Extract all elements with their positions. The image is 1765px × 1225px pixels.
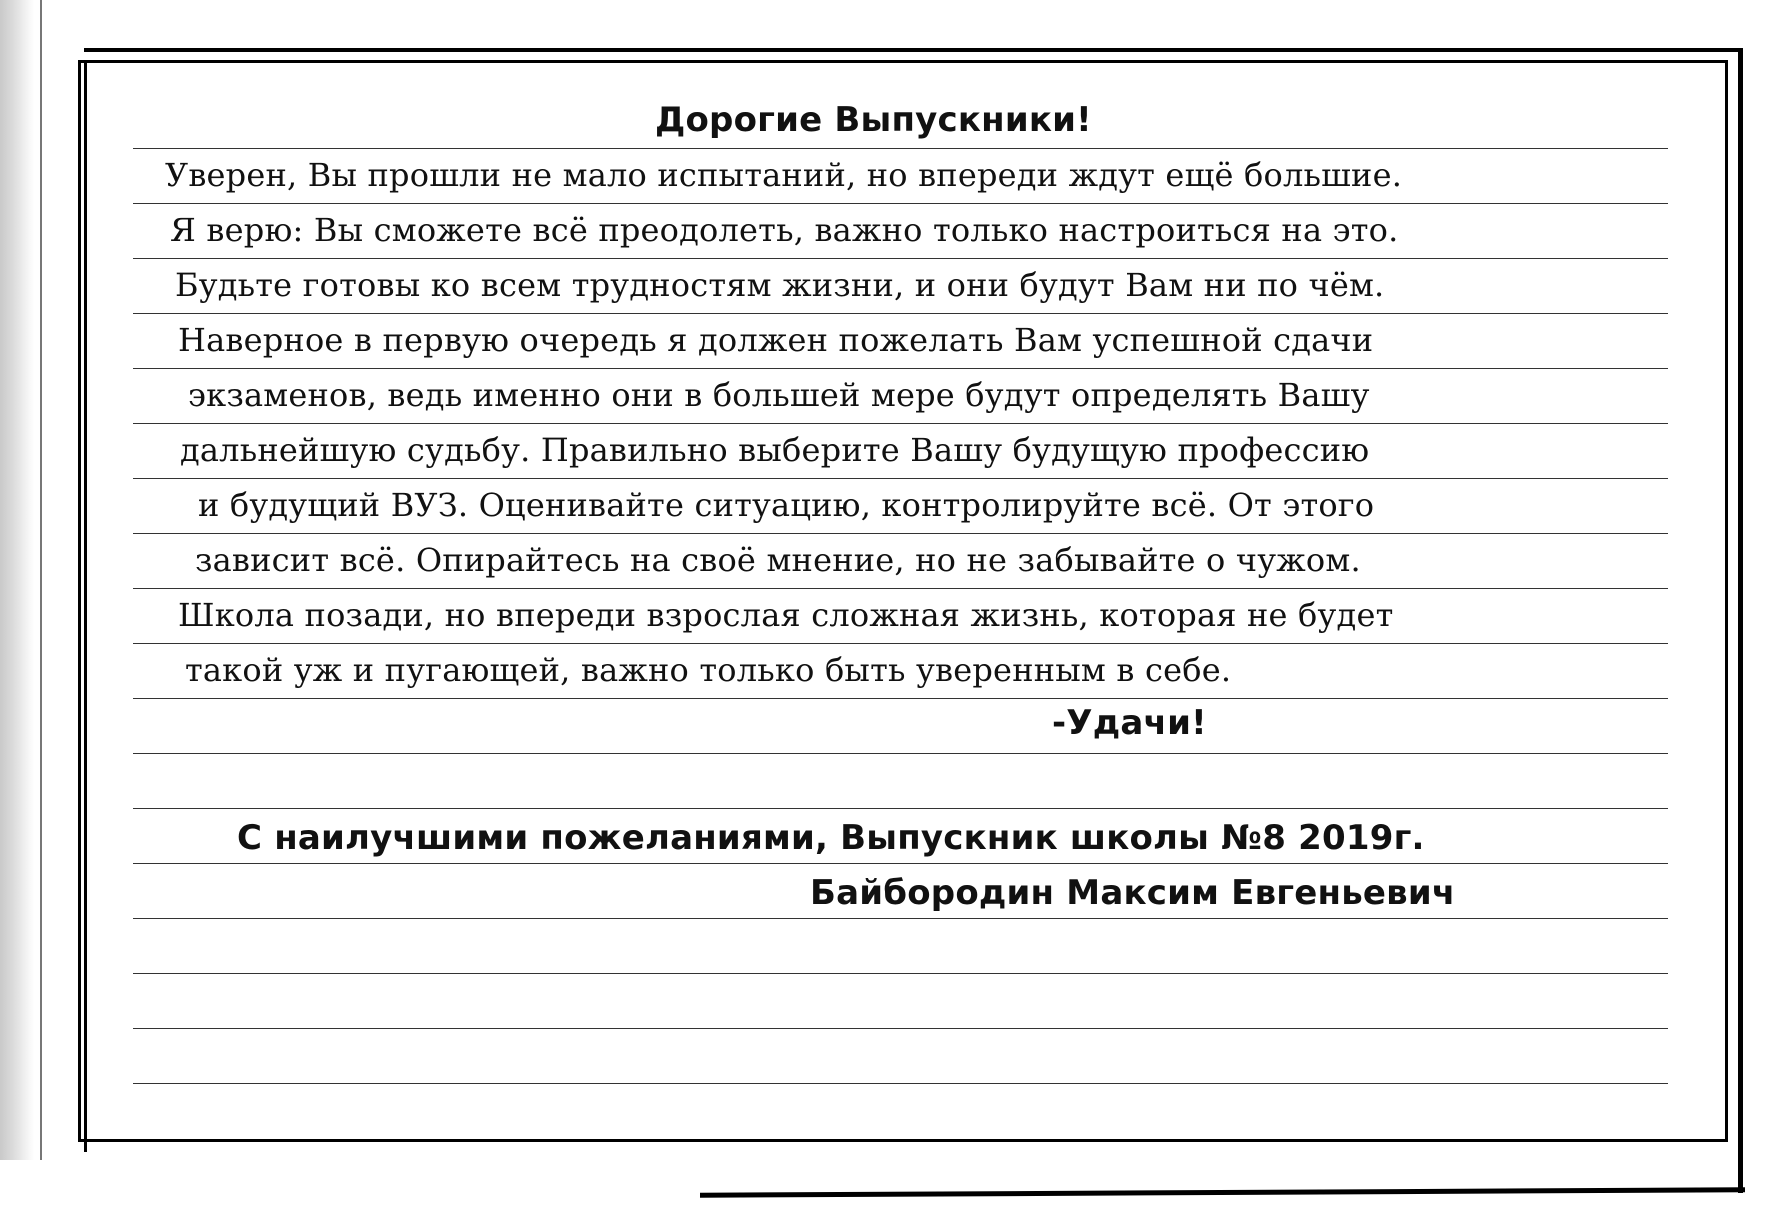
letter-body-line: и будущий ВУЗ. Оценивайте ситуацию, контролируйте всё. От этого <box>198 486 1375 524</box>
ruled-line <box>133 533 1668 534</box>
letter-author: Байбородин Максим Евгеньевич <box>810 873 1456 913</box>
ruled-line <box>133 973 1668 974</box>
ruled-line <box>133 478 1668 479</box>
ruled-line <box>133 313 1668 314</box>
letter-body-line: Я верю: Вы сможете всё преодолеть, важно только настроиться на это. <box>170 211 1399 249</box>
letter-body-line: такой уж и пугающей, важно только быть уверенным в себе. <box>185 651 1232 689</box>
ruled-line <box>133 148 1668 149</box>
letter-body-line: дальнейшую судьбу. Правильно выберите Вашу будущую профессию <box>180 431 1370 469</box>
letter-body-line: зависит всё. Опирайтесь на своё мнение, но не забывайте о чужом. <box>195 541 1361 579</box>
ruled-line <box>133 1083 1668 1084</box>
letter-wish: -Удачи! <box>1052 703 1207 743</box>
ruled-line <box>133 258 1668 259</box>
letter-body-line: Наверное в первую очередь я должен пожелать Вам успешной сдачи <box>178 321 1374 359</box>
letter-body-line: Школа позади, но впереди взрослая сложная жизнь, которая не будет <box>178 596 1394 634</box>
ruled-line <box>133 588 1668 589</box>
ruled-line <box>133 918 1668 919</box>
letter-closing: С наилучшими пожеланиями, Выпускник школы №8 2019г. <box>237 818 1425 858</box>
letter-body-line: экзаменов, ведь именно они в большей мере будут определять Вашу <box>188 376 1370 414</box>
ruled-line <box>133 753 1668 754</box>
ruled-line <box>133 423 1668 424</box>
ruled-line <box>133 808 1668 809</box>
letter-greeting: Дорогие Выпускники! <box>655 100 1092 140</box>
letter-body-line: Будьте готовы ко всем трудностям жизни, и они будут Вам ни по чём. <box>175 266 1385 304</box>
ruled-line <box>133 368 1668 369</box>
ruled-line <box>133 863 1668 864</box>
ruled-line <box>133 203 1668 204</box>
letter-body-line: Уверен, Вы прошли не мало испытаний, но впереди ждут ещё большие. <box>165 156 1403 194</box>
ruled-line <box>133 643 1668 644</box>
ruled-line <box>133 698 1668 699</box>
ruled-line <box>133 1028 1668 1029</box>
